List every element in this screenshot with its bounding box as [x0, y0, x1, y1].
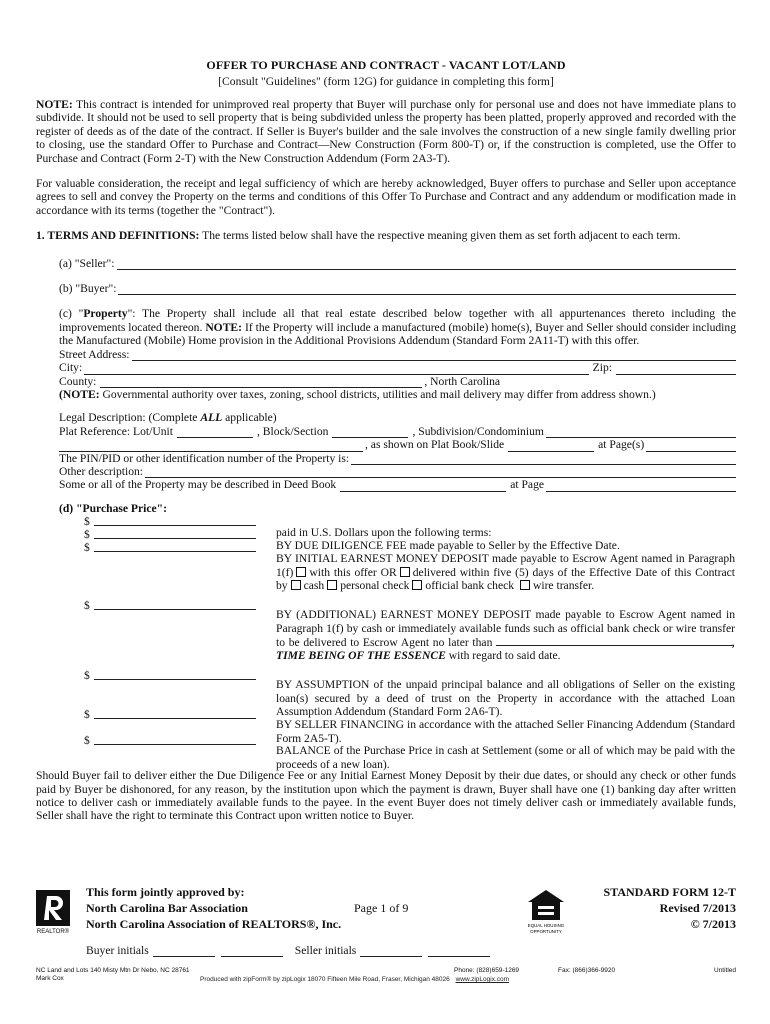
plat-book-field[interactable] — [508, 441, 594, 452]
seller-row — [36, 257, 736, 270]
street-row — [36, 348, 736, 361]
produced-by-line: Produced with zipForm® by zipLogix 18070 Fifteen Mile Road, Fraser, Michigan 48026 www.zipLogix.com — [200, 976, 510, 983]
wire-transfer-checkbox[interactable] — [520, 580, 530, 590]
zip-label: Zip: — [592, 361, 612, 375]
seller-label: (a) "Seller": — [59, 256, 115, 270]
zip-field[interactable] — [616, 364, 736, 375]
street-field[interactable] — [132, 349, 736, 361]
property-paragraph: (c) "Property": The Property shall include all that real estate described below together with all appurtenances thereto including the improvements located thereon. NOTE: If the Property will include a manufactured (mobile) home(s), Buyer and Seller should consider including the Manufactured (Mobile) Home provision in the Additional Provisions Addendum (Standard Form 2A11-T) with this offer. — [59, 307, 736, 348]
lot-unit-field[interactable] — [177, 427, 253, 438]
pp-assumption: BY ASSUMPTION of the unpaid principal balance and all obligations of Seller on the existing loan(s) secured by a deed of trust on the Property in accordance with the attached Loan Assumption Addendum (Standard Form 2A6-T). — [276, 678, 735, 718]
seller-field[interactable] — [117, 258, 737, 270]
block-section-field[interactable] — [332, 427, 408, 438]
initials-row: Buyer initials Seller initials — [86, 944, 490, 957]
pp-balance: BALANCE of the Purchase Price in cash at Settlement (some or all of which may be paid with the proceeds of a new loan). — [276, 744, 735, 771]
delivered-checkbox[interactable] — [400, 567, 410, 577]
pp-seller-financing: BY SELLER FINANCING in accordance with the attached Seller Financing Addendum (Standard Form 2A5-T). — [276, 718, 735, 745]
deed-page-field[interactable] — [546, 480, 736, 492]
section-1-text: The terms listed below shall have the respective meaning given them as set forth adjacent to each term. — [199, 229, 681, 243]
county-field[interactable] — [100, 377, 422, 388]
city-row — [36, 361, 736, 374]
city-field[interactable] — [84, 363, 588, 375]
purchase-price-label: (d) "Purchase Price": — [59, 501, 167, 515]
seller-initials-field-2[interactable] — [428, 946, 490, 957]
pp-initial-earnest: BY INITIAL EARNEST MONEY DEPOSIT made payable to Escrow Agent named in Paragraph 1(f) with this offer OR delivered within five (5) days of the Effective Date of this Contract by cash personal check official bank check wire transfer. — [276, 552, 736, 592]
subdivision-field[interactable] — [546, 426, 736, 438]
section-1-intro — [36, 229, 736, 242]
other-description-field[interactable] — [145, 466, 736, 478]
pp-due-diligence: BY DUE DILIGENCE FEE made payable to Seller by the Effective Date. — [276, 539, 620, 553]
consideration-paragraph: For valuable consideration, the receipt and legal sufficiency of which are hereby acknowledged, Buyer offers to purchase and Seller upon acceptance agrees to sell and convey the Property on the terms and conditions of this Offer To Purchase and Contract and any addendum or modification made in accordance with its terms (together the "Contract"). — [36, 177, 736, 217]
plat-reference-row: Plat Reference: Lot/Unit , Block/Section , Subdivision/Condominium — [36, 425, 736, 438]
city-label: City: — [59, 361, 83, 375]
svg-text:OPPORTUNITY: OPPORTUNITY — [530, 929, 562, 934]
personal-check-checkbox[interactable] — [327, 580, 337, 590]
legal-description-label: Legal Description: (Complete ALL applicable) — [59, 411, 277, 425]
buyer-initials-field-1[interactable] — [153, 946, 215, 957]
deed-book-field[interactable] — [340, 481, 506, 492]
realtor-logo-icon — [36, 890, 70, 934]
note-label: NOTE: — [36, 98, 73, 111]
phone-number: Phone: (828)659-1269 — [454, 967, 520, 974]
contract-page — [36, 58, 736, 823]
standard-form-block: STANDARD FORM 12-T Revised 7/2013 © 7/2013 — [603, 885, 736, 931]
seller-initials-field-1[interactable] — [360, 946, 422, 957]
buyer-label: (b) "Buyer": — [59, 282, 117, 296]
fax-number: Fax: (866)366-9920 — [558, 967, 616, 974]
gov-note: (NOTE: Governmental authority over taxes, zoning, school districts, utilities and mail delivery may differ from address shown.) — [59, 387, 656, 401]
street-label: Street Address: — [59, 347, 130, 361]
property-note-label: NOTE: — [205, 320, 243, 334]
additional-earnest-date-field[interactable] — [496, 635, 732, 646]
pp-additional-earnest: BY (ADDITIONAL) EARNEST MONEY DEPOSIT made payable to Escrow Agent named in Paragraph 1(f) by cash or immediately available funds such as official bank check or wire transfer to be delivered to Escrow Agent no later than , TIME BEING OF THE ESSENCE with regard to said date. — [276, 608, 735, 663]
pin-row: The PIN/PID or other identification number of the Property is: — [36, 452, 736, 465]
buyer-field[interactable] — [118, 283, 736, 295]
document-name: Untitled — [713, 967, 736, 974]
section-1-heading: 1. TERMS AND DEFINITIONS: — [36, 229, 200, 243]
property-term: Property — [83, 307, 128, 321]
pin-field[interactable] — [351, 453, 736, 465]
deed-book-row: Some or all of the Property may be described in Deed Book at Page — [36, 478, 736, 491]
state-label: , North Carolina — [424, 374, 501, 388]
svg-text:EQUAL HOUSING: EQUAL HOUSING — [527, 923, 565, 928]
intro-note — [36, 98, 736, 165]
form-title: OFFER TO PURCHASE AND CONTRACT - VACANT LOT/LAND — [206, 58, 566, 72]
with-offer-checkbox[interactable] — [296, 567, 306, 577]
plat-book-row: , as shown on Plat Book/Slide at Page(s) — [36, 438, 736, 451]
page-number: Page 1 of 9 — [354, 901, 409, 915]
buyer-initials-field-2[interactable] — [221, 946, 283, 957]
equal-housing-icon — [526, 888, 566, 934]
county-row — [36, 375, 736, 388]
note-text: This contract is intended for unimproved real property that Buyer will purchase only for personal use and does not have immediate plans to subdivide. It should not be used to sell property that is being subdivided unless the property has been platted, properly approved and recorded with the register of deeds as of the date of the contract. If Seller is Buyer's builder and the sale involves the construction of a new single family dwelling prior to closing, use the standard Offer to Purchase and Contract—New Construction (Form 800-T) or, if the construction is completed, use the Offer to Purchase and Contract (Form 2-T) with the New Construction Addendum (Form 2A3-T). — [36, 98, 736, 165]
ziplogix-link[interactable]: www.zipLogix.com — [455, 976, 510, 983]
form-subtitle: [Consult "Guidelines" (form 12G) for guidance in completing this form] — [218, 75, 554, 88]
office-info: NC Land and Lots 140 Misty Mtn Dr Nebo, NC 28761 Mark Cox — [36, 967, 190, 982]
purchase-price-table: $ $ $ $ $ $ $ paid in U.S. Dollars upon the following terms: BY DUE DILIGENCE FEE made payable to Seller by the Effective Date. BY INITIAL EARNEST MONEY DEPOSIT made payable to Escrow Agent named in Paragraph 1(f) with this offer OR delivered within five (5) days of the Effective Date of this Contract by cash personal check official bank check wire transfer. BY (ADDITIONAL) EARNEST MONEY DEPOSIT made payable to Escrow Agent named in Paragraph 1(f) by cash or immediately available funds such as official bank check or wire transfer to be delivered to Escrow Agent no later than , TIME BEING OF THE ESSENCE with regard to said date. BY ASSUMPTION of the unpaid principal balance and all obligations of Seller on the existing loan(s) secured by a deed of trust on the Property in accordance with the attached Loan Assumption Addendum (Standard Form 2A6-T). BY SELLER FINANCING in accordance with the attached Seller Financing Addendum (Standard Form 2A5-T). BALANCE of the Purchase Price in cash at Settlement (some or all of which may be paid with the proceeds of a new loan). — [84, 515, 736, 771]
bank-check-checkbox[interactable] — [412, 580, 422, 590]
county-label: County: — [59, 374, 97, 388]
plat-subdivision-cont-field[interactable] — [59, 441, 363, 452]
other-description-row: Other description: — [36, 465, 736, 478]
approval-block: This form jointly approved by: North Carolina Bar Association North Carolina Association of REALTORS®, Inc. — [86, 885, 342, 931]
cash-checkbox[interactable] — [291, 580, 301, 590]
plat-page-field[interactable] — [646, 440, 736, 452]
buyer-fail-paragraph: Should Buyer fail to deliver either the Due Diligence Fee or any Initial Earnest Money Deposit by their due dates, or should any check or other funds paid by Buyer be dishonored, for any reason, by the institution upon which the payment is drawn, Buyer shall have one (1) banking day after written notice to deliver cash or immediately available funds to the payee. In the event Buyer does not timely deliver cash or immediately available funds, Seller shall have the right to terminate this Contract upon written notice to Buyer. — [36, 769, 736, 823]
svg-text:REALTOR®: REALTOR® — [36, 929, 70, 934]
pp-paid-in-usd: paid in U.S. Dollars upon the following terms: — [276, 526, 492, 540]
buyer-row — [36, 282, 736, 295]
